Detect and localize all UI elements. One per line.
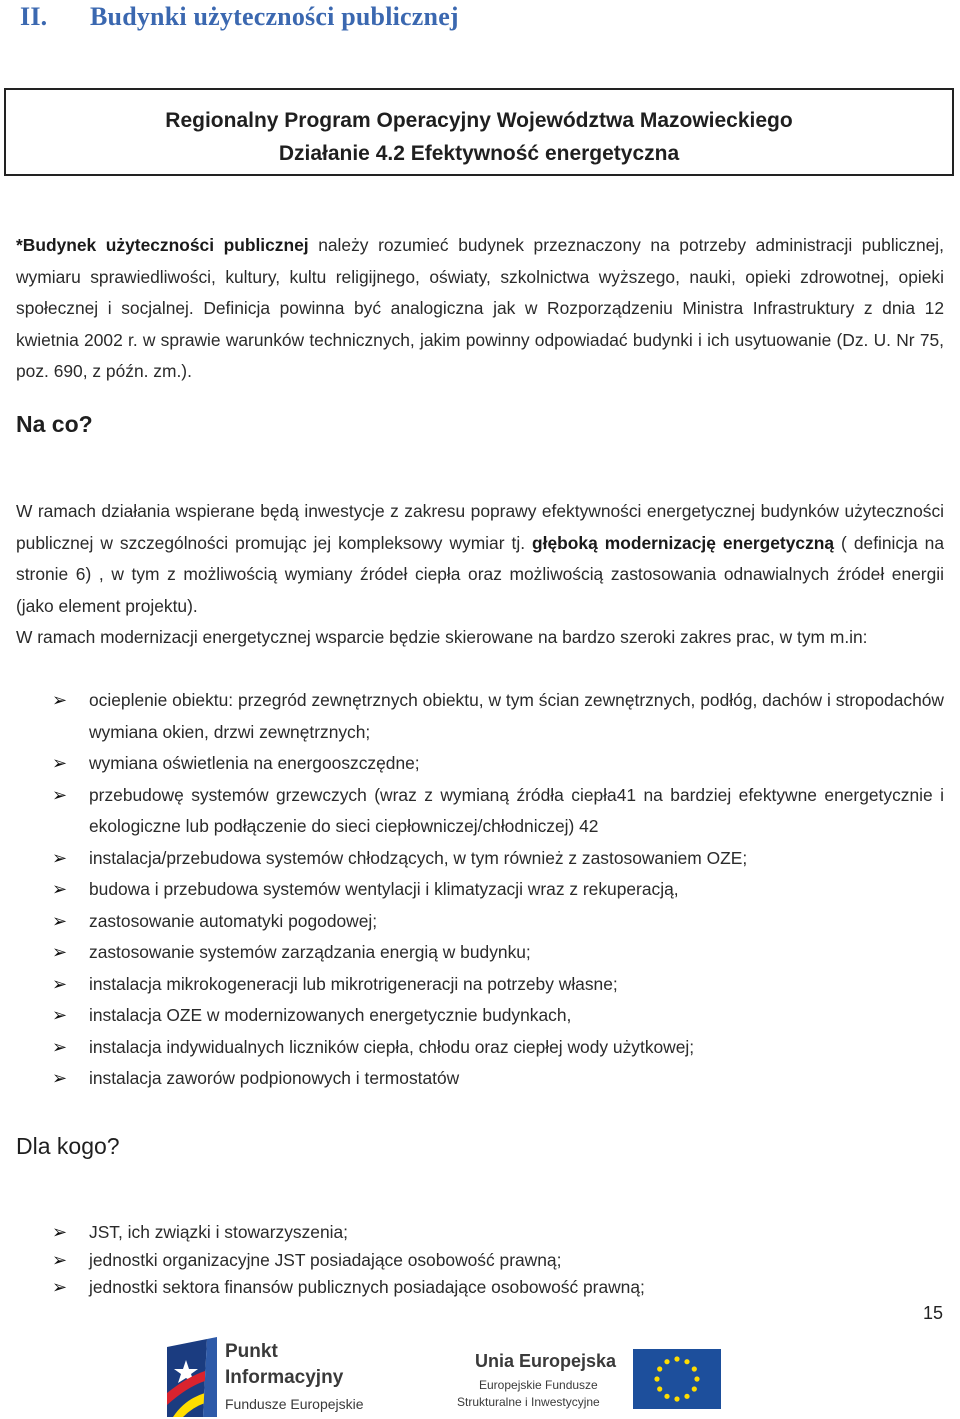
list-item: ➢ instalacja OZE w modernizowanych energetycznie budynkach, (0, 1000, 944, 1032)
arrow-bullet-icon: ➢ (52, 1249, 68, 1271)
punkt-informacyjny-logo (165, 1333, 375, 1419)
list-item: ➢ zastosowanie automatyki pogodowej; (0, 906, 944, 938)
arrow-bullet-icon: ➢ (52, 910, 68, 932)
section-number: II. (20, 2, 48, 31)
na-co-intro: W ramach działania wspierane będą inwestycje z zakresu poprawy efektywności energetycznej budynków użyteczności publicznej w szczególności promując jej kompleksowy wymiar tj. (16, 501, 944, 553)
svg-text:Unia Europejska: Unia Europejska (475, 1351, 617, 1371)
arrow-bullet-icon: ➢ (52, 1222, 68, 1243)
na-co-intro-end: ( definicja na stronie 6) , w tym z możliwością wymiany źródeł ciepła oraz możliwością zastosowania odnawialnych źródeł energii (jako element projektu). (16, 532, 944, 616)
eu-flag-icon (633, 1349, 721, 1409)
list-item: ➢ przebudowę systemów grzewczych (wraz z wymianą źródła ciepła41 na bardziej efektywne energetycznie i ekologiczne lub podłączenie do sieci ciepłowniczej/chłodniczej) 42 (0, 780, 944, 843)
arrow-bullet-icon: ➢ (52, 847, 68, 869)
beneficiaries-list (0, 1219, 944, 1302)
arrow-bullet-icon: ➢ (52, 942, 68, 963)
list-item: ➢ jednostki organizacyjne JST posiadające osobowość prawną; (0, 1247, 944, 1275)
dla-kogo-heading: Dla kogo? (16, 1133, 120, 1159)
list-item: ➢ instalacja/przebudowa systemów chłodzących, w tym również z zastosowaniem OZE; (0, 843, 944, 875)
list-item: ➢ ocieplenie obiektu: przegród zewnętrznych obiektu, w tym ścian zewnętrznych, podłóg, dachów i stropodachów wymiana okien, drzwi zewnętrznych; (0, 685, 944, 748)
svg-text:Europejskie Fundusze: Europejskie Fundusze (479, 1378, 598, 1392)
arrow-bullet-icon: ➢ (52, 973, 68, 995)
arrow-bullet-icon: ➢ (52, 784, 68, 806)
svg-text:Fundusze Europejskie: Fundusze Europejskie (225, 1396, 364, 1412)
list-item: ➢ budowa i przebudowa systemów wentylacji i klimatyzacji wraz z rekuperacją, (0, 874, 944, 906)
works-list (0, 685, 944, 1095)
section-title: Budynki użyteczności publicznej (90, 2, 459, 31)
arrow-bullet-icon: ➢ (52, 753, 68, 774)
list-item: ➢ zastosowanie systemów zarządzania energią w budynku; (0, 937, 944, 969)
list-item: ➢ instalacja zaworów podpionowych i termostatów (0, 1063, 944, 1095)
list-item: ➢ jednostki sektora finansów publicznych posiadające osobowość prawną; (0, 1274, 944, 1302)
program-box (4, 88, 954, 176)
definition-paragraph (16, 230, 944, 388)
program-action: Działanie 4.2 Efektywność energetyczna (278, 142, 680, 165)
page-number: 15 (922, 1303, 943, 1323)
arrow-bullet-icon: ➢ (52, 1068, 68, 1089)
list-item: ➢ instalacja mikrokogeneracji lub mikrotrigeneracji na potrzeby własne; (0, 969, 944, 1001)
section-heading (20, 2, 459, 32)
na-co-heading: Na co? (16, 411, 93, 437)
svg-text:Informacyjny: Informacyjny (225, 1367, 344, 1388)
list-item: ➢ wymiana oświetlenia na energooszczędne; (0, 748, 944, 780)
scope-paragraph: W ramach modernizacji energetycznej wsparcie będzie skierowane na bardzo szeroki zakres prac, w tym m.in: (16, 627, 868, 647)
program-name: Regionalny Program Operacyjny Województwa Mazowieckiego (165, 109, 793, 132)
arrow-bullet-icon: ➢ (52, 690, 68, 711)
na-co-paragraph (16, 496, 944, 622)
arrow-bullet-icon: ➢ (52, 1277, 68, 1298)
arrow-bullet-icon: ➢ (52, 1005, 68, 1026)
svg-text:Punkt: Punkt (225, 1341, 278, 1362)
list-item: ➢ instalacja indywidualnych liczników ciepła, chłodu oraz ciepłej wody użytkowej; (0, 1032, 944, 1064)
definition-term: *Budynek użyteczności publicznej (16, 235, 309, 255)
fe-symbol-icon (167, 1337, 217, 1417)
definition-text: należy rozumieć budynek przeznaczony na potrzeby administracji publicznej, wymiaru sprawiedliwości, kultury, kultu religijnego, oświaty, szkolnictwa wyższego, nauki, opieki zdrowotnej, opieki społecznej i socjalnej. Definicja powinna być analogiczna jak w Rozporządzeniu Ministra Infrastruktury z dnia 12 kwietnia 2002 r. w sprawie warunków technicznych, jakim powinny odpowiadać budynki i ich usytuowanie (Dz. U. Nr 75, poz. 690, z późn. zm.). (16, 235, 944, 381)
arrow-bullet-icon: ➢ (52, 879, 68, 900)
deep-modernization-term: głęboką modernizację energetyczną (532, 532, 835, 553)
svg-text:Strukturalne i Inwestycyjne: Strukturalne i Inwestycyjne (457, 1395, 600, 1409)
list-item: ➢ JST, ich związki i stowarzyszenia; (0, 1219, 944, 1247)
unia-europejska-logo (455, 1343, 795, 1413)
arrow-bullet-icon: ➢ (52, 1036, 68, 1058)
